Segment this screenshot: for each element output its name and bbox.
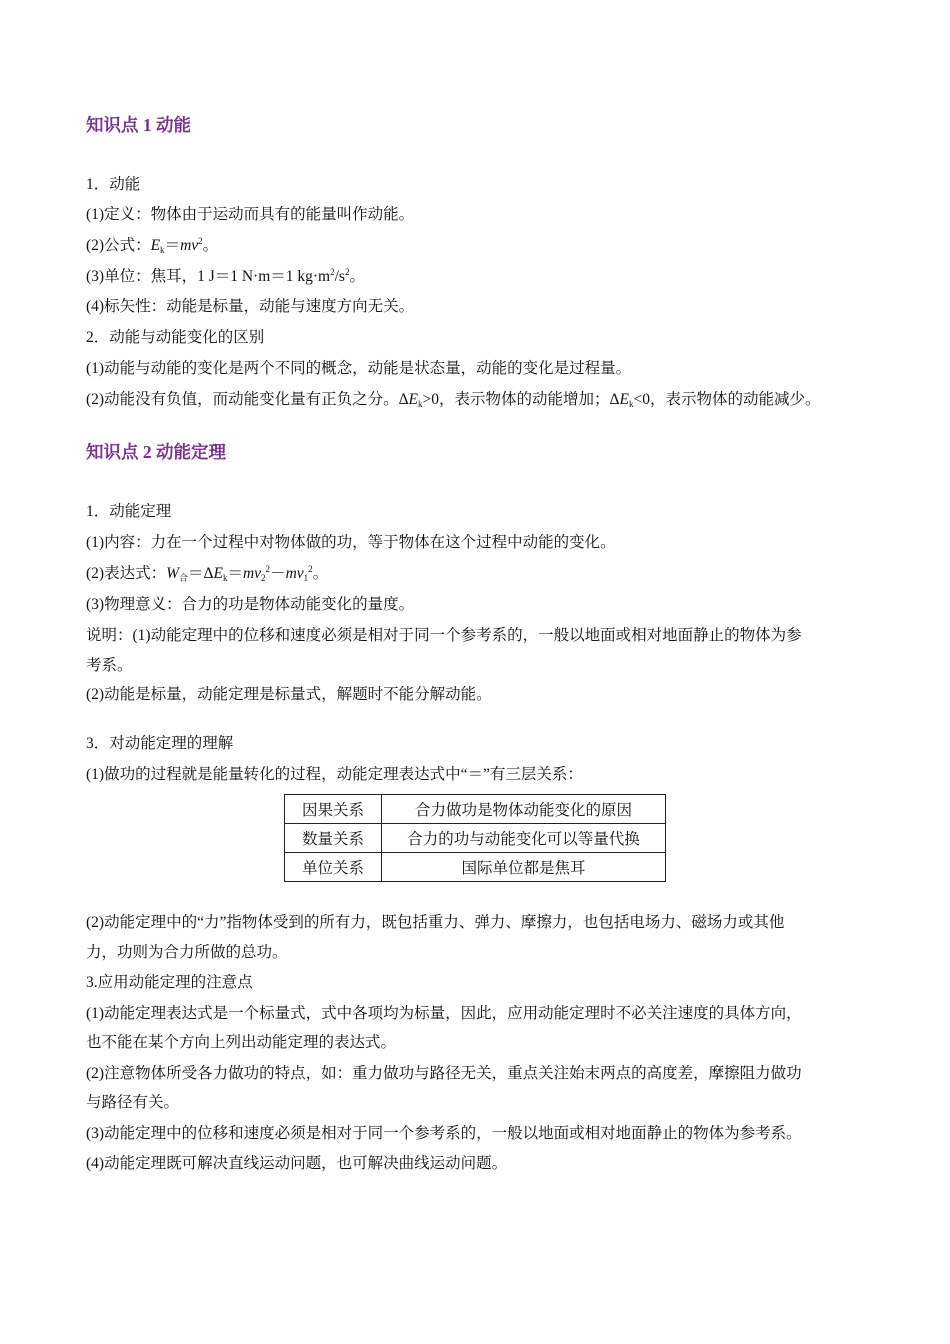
notes-line-1a: (1)动能定理表达式是一个标量式，式中各项均为标量，因此，应用动能定理时不必关注速度的具体方向， [86, 1005, 802, 1022]
notes-line-1b: 也不能在某个方向上列出动能定理的表达式。 [86, 1034, 397, 1051]
section-2-heading: 知识点 2 动能定理 [86, 442, 226, 462]
table-row [285, 824, 666, 853]
subheading-understanding: 3．对动能定理的理解 [86, 735, 234, 752]
subheading-notes: 3.应用动能定理的注意点 [86, 974, 253, 991]
meaning-line: (3)物理意义：合力的功是物体动能变化的量度。 [86, 596, 415, 613]
table-row [285, 795, 666, 824]
note-line-1: 说明：(1)动能定理中的位移和速度必须是相对于同一个参考系的，一般以地面或相对地面静止的物体为参 [86, 627, 802, 644]
formula-line: (2)公式：$E_k=mv^2$。 [86, 236, 219, 255]
table-cell-value: 合力的功与动能变化可以等量代换 [382, 824, 666, 853]
difference-line-2: (2)动能没有负值，而动能变化量有正负之分。$\Delta E_k>0$，表示物体的动能增加；$\Delta E_k<0$，表示物体的动能减少。 [86, 391, 821, 409]
note-line-1b: 考系。 [86, 657, 133, 674]
subheading-difference: 2．动能与动能变化的区别 [86, 329, 265, 346]
understanding-line-2b: 力，功则为合力所做的总功。 [86, 944, 288, 961]
subheading-theorem: 1．动能定理 [86, 503, 172, 520]
notes-line-2b: 与路径有关。 [86, 1094, 180, 1111]
notes-line-3: (3)动能定理中的位移和速度必须是相对于同一个参考系的，一般以地面或相对地面静止的物体为参考系。 [86, 1125, 802, 1142]
section-1-heading: 知识点 1 动能 [86, 115, 191, 135]
scalar-line: (4)标矢性：动能是标量，动能与速度方向无关。 [86, 298, 415, 315]
table-cell-value: 合力做功是物体动能变化的原因 [382, 795, 666, 824]
unit-line: (3)单位：焦耳，1 J＝1 N·m＝1 $kg\cdot m^2/s^2$。 [86, 267, 365, 285]
content-line: (1)内容：力在一个过程中对物体做的功，等于物体在这个过程中动能的变化。 [86, 534, 616, 551]
difference-line-1: (1)动能与动能的变化是两个不同的概念，动能是状态量，动能的变化是过程量。 [86, 360, 632, 377]
understanding-line-2a: (2)动能定理中的“力”指物体受到的所有力，既包括重力、弹力、摩擦力，也包括电场力、磁场力或其他 [86, 914, 785, 931]
table-cell-key: 单位关系 [285, 853, 382, 882]
table-cell-value: 国际单位都是焦耳 [382, 853, 666, 882]
table-cell-key: 因果关系 [285, 795, 382, 824]
definition-line: (1)定义：物体由于运动而具有的能量叫作动能。 [86, 206, 415, 223]
subheading-kinetic-energy: 1．动能 [86, 176, 141, 193]
table-cell-key: 数量关系 [285, 824, 382, 853]
notes-line-4: (4)动能定理既可解决直线运动问题，也可解决曲线运动问题。 [86, 1155, 508, 1172]
expression-line: (2)表达式：$W_合=\Delta E_k=mv_2^2-mv_1^2$。 [86, 564, 329, 583]
notes-line-2a: (2)注意物体所受各力做功的特点，如：重力做功与路径无关，重点关注始末两点的高度差，摩擦阻力做功 [86, 1065, 802, 1082]
understanding-line-1: (1)做功的过程就是能量转化的过程，动能定理表达式中“＝”有三层关系： [86, 766, 583, 783]
table-row [285, 853, 666, 882]
relations-table [284, 794, 666, 882]
note-line-2: (2)动能是标量，动能定理是标量式，解题时不能分解动能。 [86, 686, 492, 703]
